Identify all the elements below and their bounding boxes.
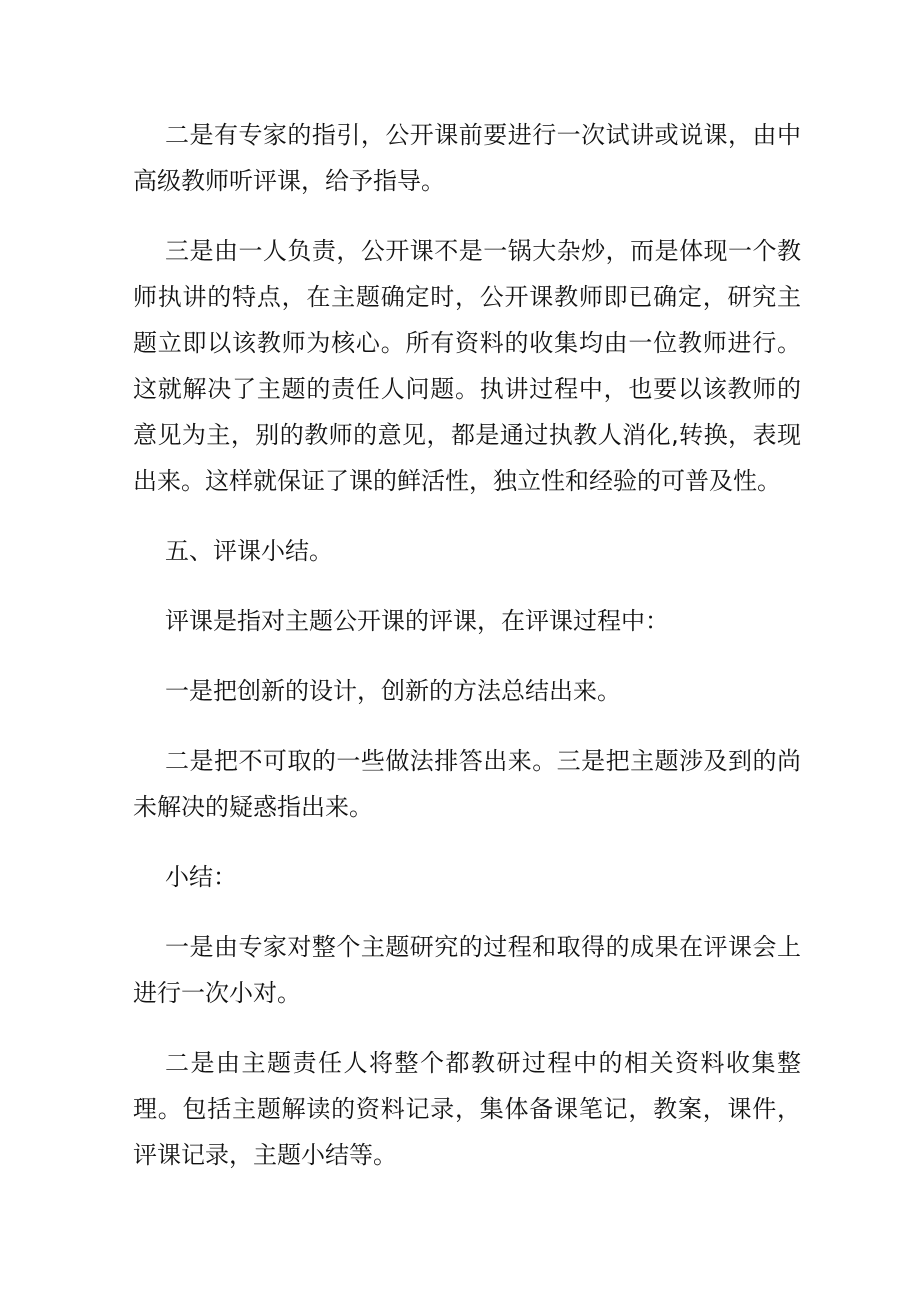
paragraph-single-responsibility: 三是由一人负责，公开课不是一锅大杂炒，而是体现一个教师执讲的特点，在主题确定时，公开课教师即已确定，研究主题立即以该教师为核心。所有资料的收集均由一位教师进行。这就解决了主题的责任人问题。执讲过程中，也要以该教师的意见为主，别的教师的意见，都是通过执教人消化,转换，表现出来。这样就保证了课的鲜活性，独立性和经验的可普及性。 — [133, 237, 801, 495]
paragraph-review-point-1: 一是把创新的设计，创新的方法总结出来。 — [165, 677, 621, 705]
paragraph-review-intro: 评课是指对主题公开课的评课，在评课过程中： — [165, 607, 669, 635]
subheading-summary: 小结： — [165, 863, 237, 891]
document-body — [133, 112, 801, 1202]
paragraph-review-point-2: 二是把不可取的一些做法排答出来。三是把主题涉及到的尚未解决的疑惑指出来。 — [133, 747, 801, 821]
section-heading-review-summary: 五、评课小结。 — [165, 537, 333, 565]
paragraph-summary-point-2: 二是由主题责任人将整个都教研过程中的相关资料收集整理。包括主题解读的资料记录，集体备课笔记，教案，课件，评课记录，主题小结等。 — [133, 1049, 801, 1169]
paragraph-expert-guidance: 二是有专家的指引，公开课前要进行一次试讲或说课，由中高级教师听评课，给予指导。 — [133, 121, 801, 195]
paragraph-summary-point-1: 一是由专家对整个主题研究的过程和取得的成果在评课会上进行一次小对。 — [133, 933, 801, 1007]
